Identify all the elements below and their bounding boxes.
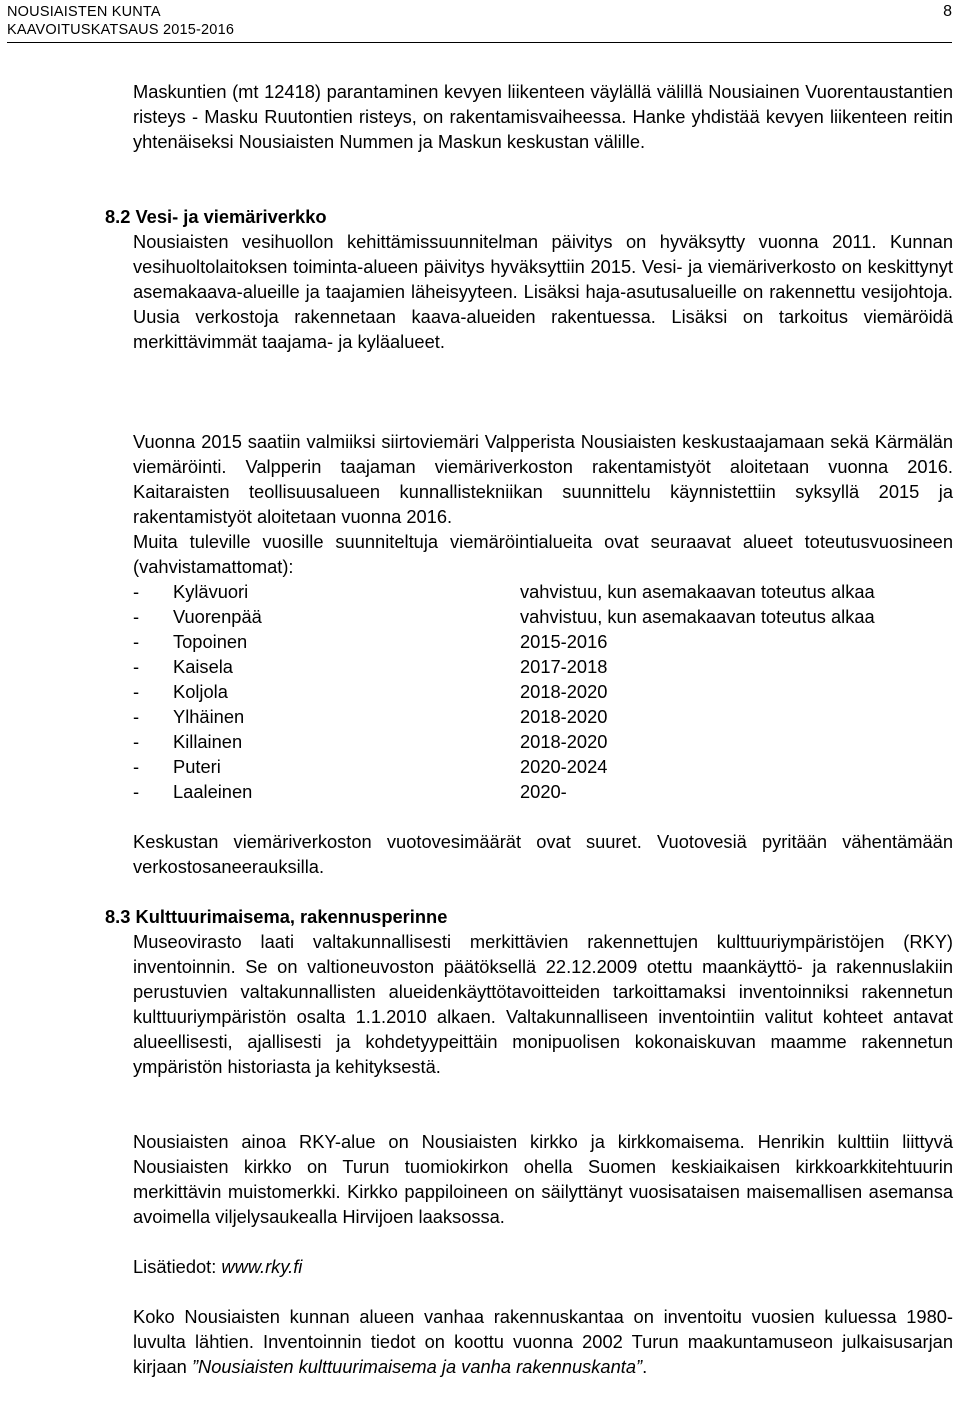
section-8-2-heading: 8.2 Vesi- ja viemäriverkko xyxy=(105,206,327,227)
section-8-3-paragraph-3 xyxy=(133,1304,953,1379)
list-bullet: - xyxy=(133,581,140,602)
section-8-2-body-3 xyxy=(133,529,953,579)
header-document-title: KAAVOITUSKATSAUS 2015-2016 xyxy=(7,22,235,38)
section-8-2-body-4 xyxy=(133,829,953,879)
header-organization: NOUSIAISTEN KUNTA xyxy=(7,4,161,20)
list-item xyxy=(133,604,953,629)
area-name: Killainen xyxy=(173,731,243,752)
list-bullet: - xyxy=(133,606,140,627)
area-schedule: 2018-2020 xyxy=(520,706,608,727)
area-schedule: vahvistuu, kun asemakaavan toteutus alkaa xyxy=(520,581,875,602)
section-8-2-paragraph-3: Muita tuleville vuosille suunniteltuja viemäröintialueita ovat seuraavat alueet toteutusvuosineen (vahvistamattomat): xyxy=(133,531,953,577)
area-schedule: 2020- xyxy=(520,781,567,802)
section-8-2-paragraph-4: Keskustan viemäriverkoston vuotovesimäärät ovat suuret. Vuotovesiä pyritään vähentämään verkostosaneerauksilla. xyxy=(133,831,953,877)
list-bullet: - xyxy=(133,756,140,777)
section-8-2-body-2 xyxy=(133,429,953,529)
list-item xyxy=(133,754,953,779)
intro-paragraph: Maskuntien (mt 12418) parantaminen kevyen liikenteen väylällä välillä Nousiainen Vuorentaustantien risteys - Masku Ruutontien risteys, on rakentamisvaiheessa. Hanke yhdistää kevyen liikenteen reitin yhtenäiseksi Nousiaisten Nummen ja Maskun keskustan välille. xyxy=(133,81,953,152)
publication-title: ”Nousiaisten kulttuurimaisema ja vanha rakennuskanta” xyxy=(191,1356,643,1377)
document-header xyxy=(7,3,234,39)
more-info-label: Lisätiedot: xyxy=(133,1256,222,1277)
list-item xyxy=(133,629,953,654)
area-schedule: vahvistuu, kun asemakaavan toteutus alkaa xyxy=(520,606,875,627)
list-bullet: - xyxy=(133,731,140,752)
area-schedule: 2015-2016 xyxy=(520,631,608,652)
list-bullet: - xyxy=(133,781,140,802)
area-name: Koljola xyxy=(173,681,228,702)
section-8-3-paragraph-1: Museovirasto laati valtakunnallisesti merkittävien rakennettujen kulttuuriympäristöjen (RKY) inventoinnin. Se on valtioneuvoston päätöksellä 22.12.2009 otettu maankäyttö- ja rakennuslakiin perustuvien valtakunnallisten alueidenkäyttötavoitteiden tarkoittamaksi inventoinniksi rakennetun kulttuuriympäristön osalta 1.1.2010 alkaen. Valtakunnalliseen inventointiin valitut kohteet antavat alueellisesti, ajallisesti ja kohdetyypeittäin monipuolisen kokonaiskuvan maamme rakennetun ympäristön historiasta ja kehityksestä. xyxy=(133,931,953,1077)
section-8-3-paragraph-2: Nousiaisten ainoa RKY-alue on Nousiaisten kirkko ja kirkkomaisema. Henrikin kulttiin liittyvä Nousiaisten kirkko on Turun tuomiokirkon ohella Suomen keskiaikaisen kirkkoarkkitehtuurin merkittävin muistomerkki. Kirkko pappiloineen on säilyttänyt vuosisataisen maisemallisen asemansa avoimella viljelysaukealla Hirvijoen laaksossa. xyxy=(133,1131,953,1227)
area-schedule: 2018-2020 xyxy=(520,731,608,752)
header-divider xyxy=(7,42,952,43)
section-8-2-body xyxy=(133,229,953,354)
section-8-3-body xyxy=(133,929,953,1079)
section-8-3-body-3 xyxy=(133,1304,953,1379)
area-schedule: 2017-2018 xyxy=(520,656,608,677)
area-name: Laaleinen xyxy=(173,781,253,802)
intro-section xyxy=(133,79,953,154)
list-item xyxy=(133,729,953,754)
rky-link[interactable]: www.rky.fi xyxy=(221,1256,303,1277)
section-8-2-paragraph-1: Nousiaisten vesihuollon kehittämissuunnitelman päivitys on hyväksytty vuonna 2011. Kunnan vesihuoltolaitoksen toiminta-alueen päivitys hyväksyttiin 2015. Vesi- ja viemäriverkosto on keskittynyt asemakaava-alueille ja taajamien läheisyyteen. Lisäksi haja-asutusalueille on rakennettu vesijohtoja. Uusia verkostoja rakennetaan kaava-alueiden rakentuessa. Lisäksi on tarkoitus viemäröidä merkittävimmät taajama- ja kyläalueet. xyxy=(133,231,953,352)
list-item xyxy=(133,579,953,604)
section-8-3-body-2 xyxy=(133,1129,953,1229)
list-item xyxy=(133,704,953,729)
section-8-2-paragraph-2: Vuonna 2015 saatiin valmiiksi siirtoviemäri Valpperista Nousiaisten keskustaajamaan sekä Kärmälän viemäröinti. Valpperin taajaman viemäriverkoston rakentamistyöt aloitetaan vuonna 2016. Kaitaraisten teollisuusalueen kunnallistekniikan suunnittelu käynnistettiin syksyllä 2015 ja rakentamistyöt aloitetaan vuonna 2016. xyxy=(133,431,953,527)
paragraph-3-text: Koko Nousiaisten kunnan alueen vanhaa rakennuskantaa on inventoitu vuosien kuluessa 1980-luvulta lähtien. Inventoinnin tiedot on koottu vuonna 2002 Turun maakuntamuseon julkaisusarjan kirjaan xyxy=(133,1306,953,1377)
area-schedule: 2018-2020 xyxy=(520,681,608,702)
area-name: Kaisela xyxy=(173,656,233,677)
list-item xyxy=(133,679,953,704)
list-bullet: - xyxy=(133,656,140,677)
area-name: Ylhäinen xyxy=(173,706,245,727)
list-item xyxy=(133,779,953,804)
area-schedule: 2020-2024 xyxy=(520,756,608,777)
page-number: 8 xyxy=(943,3,952,20)
list-bullet: - xyxy=(133,706,140,727)
paragraph-3-end: . xyxy=(642,1356,648,1377)
section-8-3-heading: 8.3 Kulttuurimaisema, rakennusperinne xyxy=(105,906,448,927)
area-name: Kylävuori xyxy=(173,581,249,602)
more-info xyxy=(133,1254,953,1279)
list-item xyxy=(133,654,953,679)
list-bullet: - xyxy=(133,631,140,652)
area-name: Vuorenpää xyxy=(173,606,262,627)
list-bullet: - xyxy=(133,681,140,702)
sewerage-area-list xyxy=(133,579,953,804)
area-name: Puteri xyxy=(173,756,221,777)
area-name: Topoinen xyxy=(173,631,248,652)
